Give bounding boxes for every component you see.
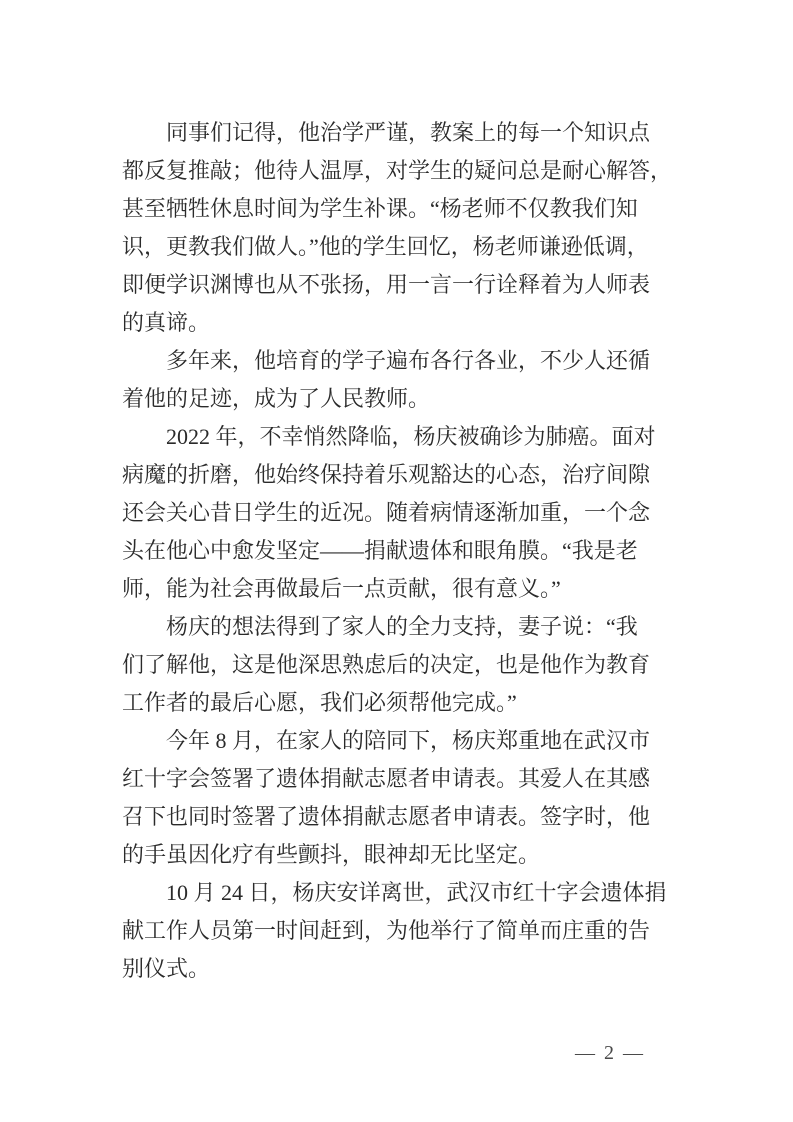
text-line: 识，更教我们做人。”他的学生回忆，杨老师谦逊低调， [122, 234, 649, 259]
text-line: 头在他心中愈发坚定——捐献遗体和眼角膜。“我是老 [122, 538, 638, 563]
text-line: 甚至牺牲休息时间为学生补课。“杨老师不仅教我们知 [122, 196, 638, 221]
text-line: 杨庆的想法得到了家人的全力支持，妻子说：“我 [166, 614, 638, 639]
text-line: 们了解他，这是他深思熟虑后的决定，也是他作为教育 [122, 652, 651, 677]
text-line: 还会关心昔日学生的近况。随着病情逐渐加重，一个念 [122, 500, 651, 525]
document-body [122, 114, 674, 988]
text-line: 召下也同时签署了遗体捐献志愿者申请表。签字时，他 [122, 804, 651, 829]
text-line: 红十字会签署了遗体捐献志愿者申请表。其爱人在其感 [122, 766, 651, 791]
text-line: 献工作人员第一时间赶到，为他举行了简单而庄重的告 [122, 918, 651, 943]
text-line: 的手虽因化疗有些颤抖，眼神却无比坚定。 [122, 842, 541, 867]
text-line: 即便学识渊博也从不张扬，用一言一行诠释着为人师表 [122, 272, 651, 297]
text-line: 着他的足迹，成为了人民教师。 [122, 386, 431, 411]
text-line: 2022 年，不幸悄然降临，杨庆被确诊为肺癌。面对 [166, 424, 656, 449]
text-line: 多年来，他培育的学子遍布各行各业，不少人还循 [166, 348, 651, 373]
text-line: 10 月 24 日，杨庆安详离世，武汉市红十字会遗体捐 [166, 880, 667, 905]
text-line: 都反复推敲；他待人温厚，对学生的疑问总是耐心解答， [122, 158, 673, 183]
page-number: — 2 — [575, 1042, 645, 1064]
text-line: 的真谛。 [122, 310, 211, 335]
text-line: 别仪式。 [122, 956, 211, 981]
text-line: 今年 8 月，在家人的陪同下，杨庆郑重地在武汉市 [166, 728, 651, 753]
text-line: 病魔的折磨，他始终保持着乐观豁达的心态，治疗间隙 [122, 462, 651, 487]
text-line: 师，能为社会再做最后一点贡献，很有意义。” [122, 576, 561, 601]
text-line: 同事们记得，他治学严谨，教案上的每一个知识点 [166, 120, 651, 145]
text-line: 工作者的最后心愿，我们必须帮他完成。” [122, 690, 517, 715]
